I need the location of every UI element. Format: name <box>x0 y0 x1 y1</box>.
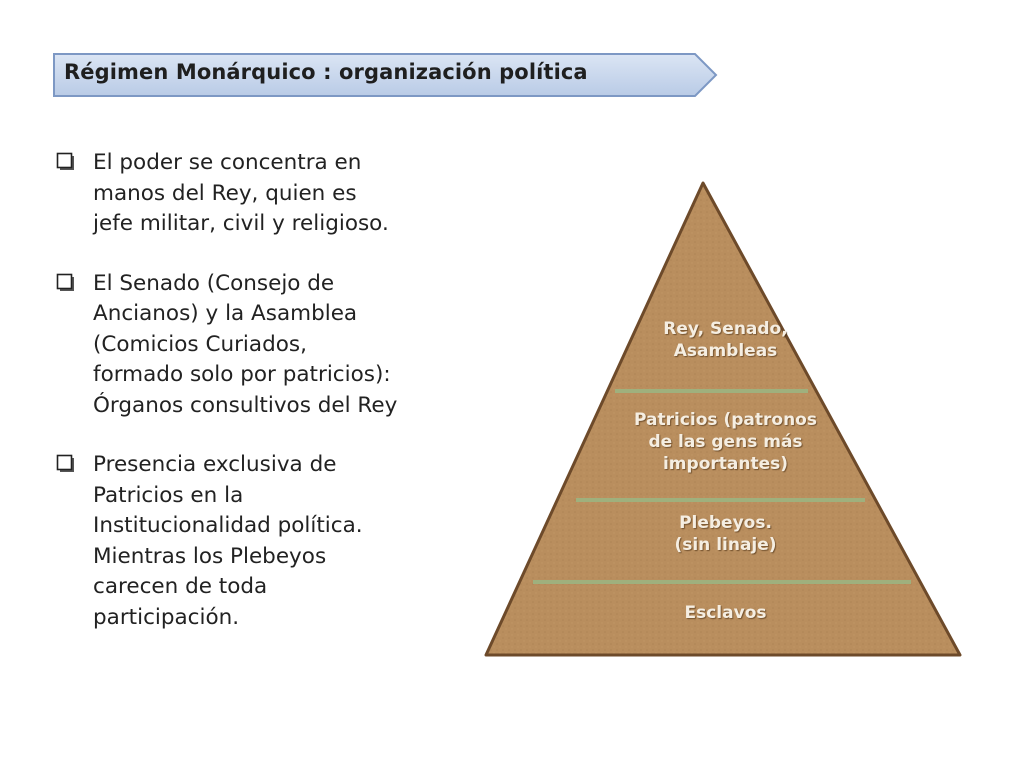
tier-label-top: Rey, Senado, Asambleas <box>663 319 788 361</box>
tier-label-third: Plebeyos. (sin linaje) <box>674 513 777 555</box>
bullet-item <box>56 148 466 240</box>
checkbox-icon <box>56 152 76 172</box>
social-pyramid <box>478 175 973 670</box>
page-title: Régimen Monárquico : organización política <box>64 60 588 84</box>
bullet-item <box>56 269 466 422</box>
bullet-list <box>56 148 466 662</box>
bullet-text: Presencia exclusiva de Patricios en la Institucionalidad política. Mientras los Plebeyos carecen de toda participación. <box>93 452 363 630</box>
checkbox-icon <box>56 273 76 293</box>
bullet-text: El Senado (Consejo de Ancianos) y la Asamblea (Comicios Curiados, formado solo por patricios): Órganos consultivos del Rey <box>93 270 398 418</box>
checkbox-icon <box>56 454 76 474</box>
bullet-item <box>56 450 466 633</box>
tier-label-second: Patricios (patronos de las gens más importantes) <box>634 410 817 474</box>
tier-label-bottom: Esclavos <box>684 603 767 623</box>
bullet-text: El poder se concentra en manos del Rey, quien es jefe militar, civil y religioso. <box>93 150 389 236</box>
title-banner <box>50 50 720 100</box>
